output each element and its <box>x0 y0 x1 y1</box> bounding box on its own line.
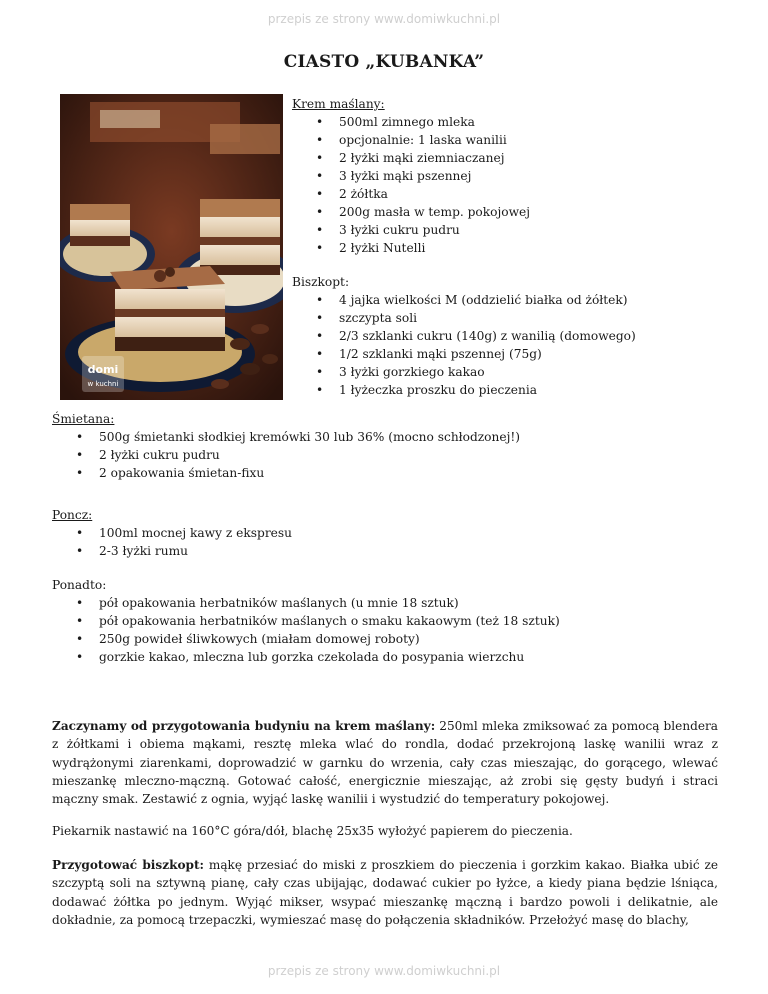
ingredient-list-poncz <box>52 524 292 560</box>
ingredient-list-smietana <box>52 428 520 482</box>
section-heading-biszkopt: Biszkopt: <box>292 275 350 289</box>
section-poncz <box>52 506 292 560</box>
list-item: • 500ml zimnego mleka <box>339 113 530 131</box>
instruction-paragraph-3 <box>52 856 718 929</box>
section-smietana <box>52 410 520 482</box>
instruction-text-3: mąkę przesiać do miski z proszkiem do pieczenia i gorzkim kakao. Białka ubić ze szczyptą soli na sztywną pianę, cały czas ubijając, dodawać cukier po łyżce, a kiedy piana będzie lśniąca, dodawać żółtka po jednym. Wyjąć mikser, wsypać mieszankę mączną i bardzo powoli i delikatnie, ale dokładnie, za pomocą trzepaczki, wymieszać masę do połączenia składników. Przełożyć masę do blachy, <box>52 858 718 927</box>
list-item: • szczypta soli <box>339 309 636 327</box>
section-krem <box>292 95 530 257</box>
ingredient-list-ponadto <box>52 594 560 666</box>
instruction-lead-3: Przygotować biszkopt: <box>52 858 205 872</box>
list-item: • 4 jajka wielkości M (oddzielić białka od żółtek) <box>339 291 636 309</box>
list-item: • 1/2 szklanki mąki pszennej (75g) <box>339 345 636 363</box>
list-item: • 2/3 szklanki cukru (140g) z wanilią (domowego) <box>339 327 636 345</box>
ingredient-list-biszkopt <box>292 291 636 399</box>
list-item: • 2 łyżki Nutelli <box>339 239 530 257</box>
section-ponadto <box>52 576 560 666</box>
list-item: • 3 łyżki gorzkiego kakao <box>339 363 636 381</box>
section-heading-ponadto: Ponadto: <box>52 578 107 592</box>
instruction-lead-1: Zaczynamy od przygotowania budyniu na krem maślany: <box>52 719 436 733</box>
list-item: • 1 łyżeczka proszku do pieczenia <box>339 381 636 399</box>
list-item: • 2 żółtka <box>339 185 530 203</box>
recipe-photo <box>60 94 283 400</box>
list-item: • 2 opakowania śmietan-fixu <box>99 464 520 482</box>
list-item: • opcjonalnie: 1 laska wanilii <box>339 131 530 149</box>
list-item: • 3 łyżki mąki pszennej <box>339 167 530 185</box>
list-item: • 2-3 łyżki rumu <box>99 542 292 560</box>
footer-watermark: przepis ze strony www.domiwkuchni.pl <box>267 964 501 978</box>
section-biszkopt <box>292 273 636 399</box>
list-item: • pół opakowania herbatników maślanych (u mnie 18 sztuk) <box>99 594 560 612</box>
list-item: • 250g powideł śliwkowych (miałam domowej roboty) <box>99 630 560 648</box>
recipe-title: CIASTO „KUBANKA” <box>283 52 485 72</box>
list-item: • 2 łyżki cukru pudru <box>99 446 520 464</box>
logo-text-1: domi <box>87 363 119 376</box>
instruction-paragraph-2 <box>52 822 718 840</box>
ingredient-list-krem <box>292 113 530 257</box>
cake-illustration <box>60 94 283 400</box>
list-item: • 3 łyżki cukru pudru <box>339 221 530 239</box>
instruction-text-2: Piekarnik nastawić na 160°C góra/dół, blachę 25x35 wyłożyć papierem do pieczenia. <box>52 824 573 838</box>
list-item: • 200g masła w temp. pokojowej <box>339 203 530 221</box>
list-item: • 500g śmietanki słodkiej kremówki 30 lub 36% (mocno schłodzonej!) <box>99 428 520 446</box>
section-heading-poncz: Poncz: <box>52 508 93 522</box>
logo-text-2: w kuchni <box>87 380 119 388</box>
instruction-paragraph-1 <box>52 717 718 808</box>
section-heading-krem: Krem maślany: <box>292 97 385 111</box>
header-watermark: przepis ze strony www.domiwkuchni.pl <box>267 12 501 26</box>
list-item: • pół opakowania herbatników maślanych o smaku kakaowym (też 18 sztuk) <box>99 612 560 630</box>
list-item: • gorzkie kakao, mleczna lub gorzka czekolada do posypania wierzchu <box>99 648 560 666</box>
list-item: • 2 łyżki mąki ziemniaczanej <box>339 149 530 167</box>
section-heading-smietana: Śmietana: <box>52 412 115 426</box>
instruction-text-1: 250ml mleka zmiksować za pomocą blendera z żółtkami i obiema mąkami, resztę mleka wlać do rondla, dodać przekrojoną laskę wanilii wraz z wydrążonymi ziarenkami, doprowadzić w garnku do wrzenia, cały czas mieszając, do gorącego, wlewać mieszankę mleczno-mączną. Gotować całość, energicznie mieszając, aż zrobi się gęsty budyń i straci mączny smak. Zestawić z ognia, wyjąć laskę wanilii i wystudzić do temperatury pokojowej. <box>52 719 718 807</box>
list-item: • 100ml mocnej kawy z ekspresu <box>99 524 292 542</box>
